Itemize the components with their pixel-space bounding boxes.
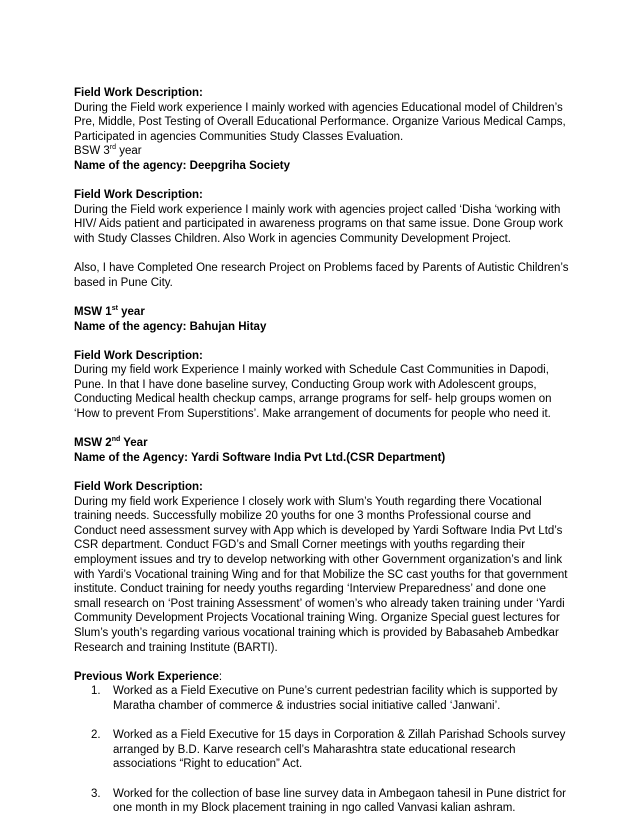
agency-name: Name of the agency: Deepgriha Society (74, 159, 291, 172)
section-heading: Field Work Description: (74, 481, 203, 494)
section-heading: Field Work Description: (74, 189, 203, 202)
year-label: BSW 3rd year (74, 144, 142, 158)
section-heading: Field Work Description: (74, 87, 203, 99)
previous-work-heading: Previous Work Experience: (74, 670, 223, 683)
year-label: MSW 2nd Year (74, 436, 148, 450)
agency-name: Name of the Agency: Yardi Software India Pvt Ltd.(CSR Department) (74, 451, 446, 464)
resume-page (74, 86, 570, 816)
paragraph: During the Field work experience I mainly worked with agencies Educational model of Children’s Pre, Middle, Post Testing of Overall Educational Performance. Organize Various Medical Camps, Participated in agencies Communities Study Classes Evaluation. (74, 101, 566, 143)
paragraph: During my field work Experience I mainly worked with Schedule Cast Communities in Dapodi, Pune. In that I have done baseline survey, Conducting Group work with Adolescent groups, Conducting Medical health checkup camps, arrange programs for self- help groups women on ‘How to prevent From Superstitions’. Make arrangement of documents for people who need it. (74, 364, 552, 421)
experience-list (74, 684, 570, 815)
list-item: 3. Worked for the collection of base line survey data in Ambegaon tahesil in Pune district for one month in my Block placement training in ngo called Vanvasi kalian ashram. (91, 787, 567, 815)
section-heading: Field Work Description: (74, 349, 203, 362)
paragraph: Also, I have Completed One research Project on Problems faced by Parents of Autistic Children’s based in Pune City. (74, 262, 569, 289)
paragraph: During the Field work experience I mainly work with agencies project called ‘Disha ‘working with HIV/ Aids patient and participated in awareness programs on that same issue. Done Group work with Study Classes Children. Also Work in agencies Community Development Project. (74, 203, 564, 245)
list-item: 2. Worked as a Field Executive for 15 days in Corporation & Zillah Parishad Schools survey arranged by B.D. Karve research cell’s Maharashtra state educational research associations “Right to education” Act. (91, 729, 566, 771)
list-item: 1. Worked as a Field Executive on Pune’s current pedestrian facility which is supported by Maratha chamber of commerce & industries social initiative called ‘Janwani’. (91, 685, 558, 712)
agency-name: Name of the agency: Bahujan Hitay (74, 320, 267, 333)
paragraph: During my field work Experience I closely work with Slum’s Youth regarding there Vocational training needs. Successfully mobilize 20 youths for one 3 months Professional course and Conduct need assessment survey with App which is developed by Yardi Software India Pvt Ltd’s CSR department. Conduct FGD’s and Small Corner meetings with youths regarding their employment issues and try to develop networking with other Government organization’s and link with Yardi’s Vocational training Wing and for that Mobilize the SC cast youths for that government institute. Conduct training for needy youths regarding ‘Interview Preparedness’ and done one small research on ‘Post training Assessment’ of women’s who already taken training under ‘Yardi Community Development Projects Vocational training Wing. Organize Special guest lectures for Slum’s youth’s regarding various vocational training which is provided by Babasaheb Ambedkar Research and training Institute (BARTI). (74, 495, 568, 654)
year-label: MSW 1st year (74, 305, 145, 318)
